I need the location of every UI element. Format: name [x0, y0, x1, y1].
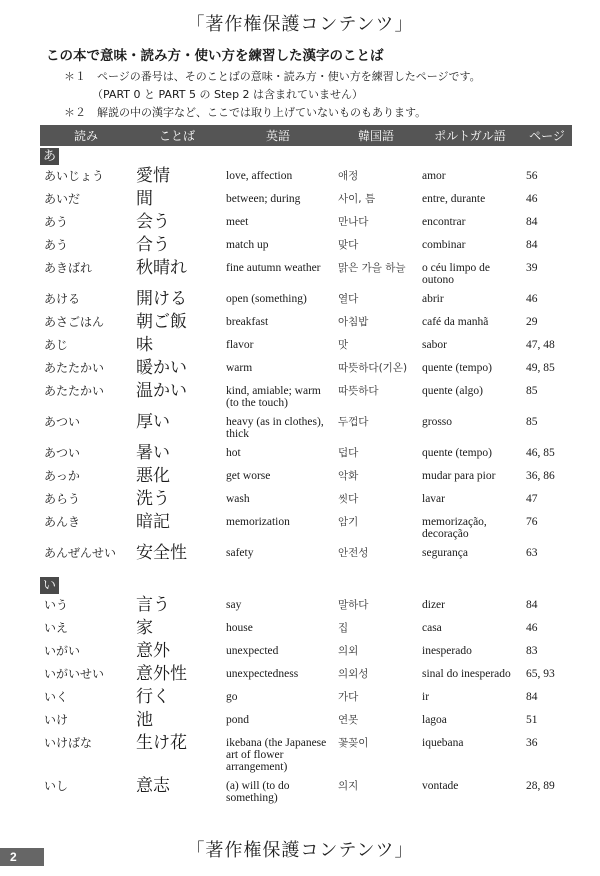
cell-portuguese: mudar para pior	[422, 470, 496, 482]
cell-yomi: いう	[44, 598, 69, 612]
cell-portuguese: encontrar	[422, 216, 466, 228]
cell-page: 46	[526, 193, 538, 205]
cell-kotoba: 行く	[136, 687, 170, 707]
table-row	[40, 167, 572, 190]
cell-portuguese: sinal do inesperado	[422, 668, 511, 680]
cell-korean: 아침밥	[338, 316, 369, 328]
cell-yomi: あたたかい	[44, 361, 105, 375]
cell-page: 46	[526, 293, 538, 305]
cell-kotoba: 厚い	[136, 412, 170, 432]
cell-english: memorization	[226, 516, 290, 528]
cell-english: ikebana (the Japanese art of flower arrangement)	[226, 737, 327, 773]
cell-yomi: あう	[44, 238, 69, 252]
cell-yomi: あらう	[44, 492, 81, 506]
cell-page: 65, 93	[526, 668, 555, 680]
cell-kotoba: 秋晴れ	[136, 258, 187, 278]
section-label: あ	[40, 148, 59, 165]
cell-english: match up	[226, 239, 269, 251]
cell-korean: 꽃꽂이	[338, 737, 369, 749]
cell-portuguese: lavar	[422, 493, 445, 505]
cell-page: 76	[526, 516, 538, 528]
cell-korean: 의외	[338, 645, 359, 657]
cell-english: wash	[226, 493, 250, 505]
cell-portuguese: quente (tempo)	[422, 447, 492, 459]
cell-english: meet	[226, 216, 249, 228]
cell-page: 47, 48	[526, 339, 555, 351]
cell-portuguese: quente (tempo)	[422, 362, 492, 374]
cell-yomi: いく	[44, 690, 69, 704]
cell-portuguese: o céu limpo de outono	[422, 262, 491, 286]
cell-kotoba: 意外	[136, 641, 170, 661]
cell-kotoba: 暗記	[136, 512, 170, 532]
table-row	[40, 467, 572, 490]
cell-portuguese: quente (algo)	[422, 385, 483, 397]
cell-yomi: あたたかい	[44, 384, 105, 398]
cell-yomi: あつい	[44, 446, 81, 460]
cell-page: 83	[526, 645, 538, 657]
cell-yomi: いがい	[44, 644, 81, 658]
table-row	[40, 313, 572, 336]
table-row	[40, 236, 572, 259]
cell-yomi: あんき	[44, 515, 81, 529]
cell-english: go	[226, 691, 238, 703]
cell-portuguese: inesperado	[422, 645, 472, 657]
table-row	[40, 711, 572, 734]
cell-korean: 애정	[338, 170, 359, 182]
cell-kotoba: 言う	[136, 595, 170, 615]
cell-kotoba: 安全性	[136, 543, 187, 563]
cell-page: 46, 85	[526, 447, 555, 459]
cell-portuguese: lagoa	[422, 714, 447, 726]
section-label: い	[40, 577, 59, 594]
cell-yomi: あいじょう	[44, 169, 105, 183]
cell-kotoba: 生け花	[136, 733, 187, 753]
table-row	[40, 665, 572, 688]
cell-page: 47	[526, 493, 538, 505]
copyright-banner-top: 「著作権保護コンテンツ」	[186, 14, 414, 35]
cell-page: 56	[526, 170, 538, 182]
header-kotoba: ことば	[132, 125, 222, 146]
cell-yomi: あける	[44, 292, 81, 306]
cell-page: 85	[526, 385, 538, 397]
cell-english: love, affection	[226, 170, 293, 182]
cell-english: get worse	[226, 470, 271, 482]
cell-kotoba: 洗う	[136, 489, 170, 509]
header-english: 英語	[222, 125, 334, 146]
cell-page: 46	[526, 622, 538, 634]
cell-yomi: いがいせい	[44, 667, 105, 681]
cell-page: 84	[526, 216, 538, 228]
cell-page: 49, 85	[526, 362, 555, 374]
cell-english: unexpected	[226, 645, 279, 657]
header-yomi: 読み	[40, 125, 132, 146]
cell-page: 51	[526, 714, 538, 726]
cell-yomi: あさごはん	[44, 315, 105, 329]
header-page: ページ	[522, 125, 572, 146]
vocabulary-table	[40, 125, 572, 817]
cell-kotoba: 朝ご飯	[136, 312, 187, 332]
cell-kotoba: 暑い	[136, 443, 170, 463]
cell-page: 36	[526, 737, 538, 749]
cell-portuguese: amor	[422, 170, 446, 182]
cell-portuguese: entre, durante	[422, 193, 486, 205]
cell-yomi: いけばな	[44, 736, 93, 750]
table-row	[40, 336, 572, 359]
cell-korean: 맞다	[338, 239, 359, 251]
cell-page: 84	[526, 239, 538, 251]
cell-portuguese: grosso	[422, 416, 453, 428]
cell-english: heavy (as in clothes), thick	[226, 416, 324, 440]
section-header-cell	[40, 146, 572, 167]
cell-korean: 의지	[338, 780, 359, 792]
cell-page: 84	[526, 691, 538, 703]
cell-english: hot	[226, 447, 241, 459]
cell-english: breakfast	[226, 316, 269, 328]
cell-korean: 씻다	[338, 493, 359, 505]
cell-yomi: あんぜんせい	[44, 546, 117, 560]
header-korean: 韓国語	[334, 125, 418, 146]
cell-korean: 두껍다	[338, 416, 369, 428]
cell-page: 28, 89	[526, 780, 555, 792]
cell-portuguese: memorização, decoração	[422, 516, 487, 540]
table-row	[40, 513, 572, 544]
cell-korean: 연못	[338, 714, 359, 726]
cell-korean: 안전성	[338, 547, 369, 559]
cell-portuguese: casa	[422, 622, 442, 634]
cell-korean: 악화	[338, 470, 359, 482]
cell-portuguese: café da manhã	[422, 316, 489, 328]
cell-portuguese: segurança	[422, 547, 468, 559]
cell-kotoba: 池	[136, 710, 153, 730]
cell-kotoba: 意外性	[136, 664, 187, 684]
cell-korean: 덥다	[338, 447, 359, 459]
cell-yomi: あじ	[44, 338, 69, 352]
cell-portuguese: sabor	[422, 339, 447, 351]
cell-english: between; during	[226, 193, 301, 205]
cell-korean: 암기	[338, 516, 359, 528]
cell-portuguese: ir	[422, 691, 430, 703]
note-1: ＊１ ページの番号は、そのことばの意味・読み方・使い方を練習したページです。	[64, 70, 481, 83]
cell-english: say	[226, 599, 242, 611]
cell-yomi: いえ	[44, 621, 69, 635]
cell-page: 63	[526, 547, 538, 559]
table-row	[40, 359, 572, 382]
cell-kotoba: 開ける	[136, 289, 187, 309]
table-row	[40, 619, 572, 642]
table-row	[40, 734, 572, 777]
cell-korean: 의외성	[338, 668, 369, 680]
cell-kotoba: 愛情	[136, 166, 170, 186]
cell-korean: 사이, 틈	[338, 193, 376, 205]
cell-yomi: あう	[44, 215, 69, 229]
cell-portuguese: combinar	[422, 239, 466, 251]
cell-portuguese: dizer	[422, 599, 445, 611]
cell-yomi: いし	[44, 779, 69, 793]
cell-korean: 만나다	[338, 216, 369, 228]
table-row	[40, 490, 572, 513]
table-row	[40, 213, 572, 236]
cell-korean: 맑은 가을 하늘	[338, 262, 406, 274]
cell-kotoba: 意志	[136, 776, 170, 796]
cell-korean: 따뜻하다(기온)	[338, 362, 408, 374]
cell-english: warm	[226, 362, 253, 374]
header-portuguese: ポルトガル語	[418, 125, 522, 146]
cell-kotoba: 温かい	[136, 381, 187, 401]
cell-kotoba: 暖かい	[136, 358, 187, 378]
page-number: 2	[0, 848, 44, 866]
table-row	[40, 544, 572, 575]
page-title: この本で意味・読み方・使い方を練習した漢字のことば	[46, 48, 384, 64]
table-row	[40, 190, 572, 213]
cell-korean: 집	[338, 622, 349, 634]
cell-page: 84	[526, 599, 538, 611]
table-row	[40, 777, 572, 817]
cell-kotoba: 悪化	[136, 466, 170, 486]
section-header	[40, 575, 572, 596]
cell-korean: 가다	[338, 691, 359, 703]
cell-english: pond	[226, 714, 249, 726]
cell-kotoba: 家	[136, 618, 153, 638]
cell-yomi: いけ	[44, 713, 69, 727]
cell-korean: 열다	[338, 293, 359, 305]
cell-kotoba: 間	[136, 189, 153, 209]
cell-english: (a) will (to do something)	[226, 780, 290, 804]
cell-english: safety	[226, 547, 254, 559]
cell-english: fine autumn weather	[226, 262, 321, 274]
cell-english: flavor	[226, 339, 254, 351]
table-header-row	[40, 125, 572, 146]
table-row	[40, 290, 572, 313]
cell-page: 39	[526, 262, 538, 274]
cell-yomi: あっか	[44, 469, 80, 483]
table-row	[40, 688, 572, 711]
section-header-cell	[40, 575, 572, 596]
note-2: ＊２ 解説の中の漢字など、ここでは取り上げていないものもあります。	[64, 106, 427, 119]
section-header	[40, 146, 572, 167]
cell-english: kind, amiable; warm (to the touch)	[226, 385, 321, 409]
cell-page: 36, 86	[526, 470, 555, 482]
cell-english: open (something)	[226, 293, 307, 305]
cell-korean: 따뜻하다	[338, 385, 379, 397]
cell-kotoba: 味	[136, 335, 153, 355]
table-row	[40, 382, 572, 413]
cell-yomi: あきばれ	[44, 261, 93, 275]
table-row	[40, 642, 572, 665]
cell-korean: 맛	[338, 339, 349, 351]
cell-english: unexpectedness	[226, 668, 299, 680]
cell-yomi: あつい	[44, 415, 81, 429]
table-row	[40, 596, 572, 619]
note-1-sub: （PART 0 と PART 5 の Step 2 は含まれていません）	[92, 88, 364, 101]
table-row	[40, 444, 572, 467]
cell-english: house	[226, 622, 253, 634]
cell-portuguese: vontade	[422, 780, 459, 792]
table-row	[40, 413, 572, 444]
cell-kotoba: 会う	[136, 212, 170, 232]
cell-kotoba: 合う	[136, 235, 170, 255]
cell-portuguese: abrir	[422, 293, 444, 305]
cell-yomi: あいだ	[44, 192, 81, 206]
cell-korean: 말하다	[338, 599, 369, 611]
table-row	[40, 259, 572, 290]
cell-page: 29	[526, 316, 538, 328]
cell-page: 85	[526, 416, 538, 428]
cell-portuguese: iquebana	[422, 737, 464, 749]
copyright-banner-bottom: 「著作権保護コンテンツ」	[186, 840, 414, 861]
